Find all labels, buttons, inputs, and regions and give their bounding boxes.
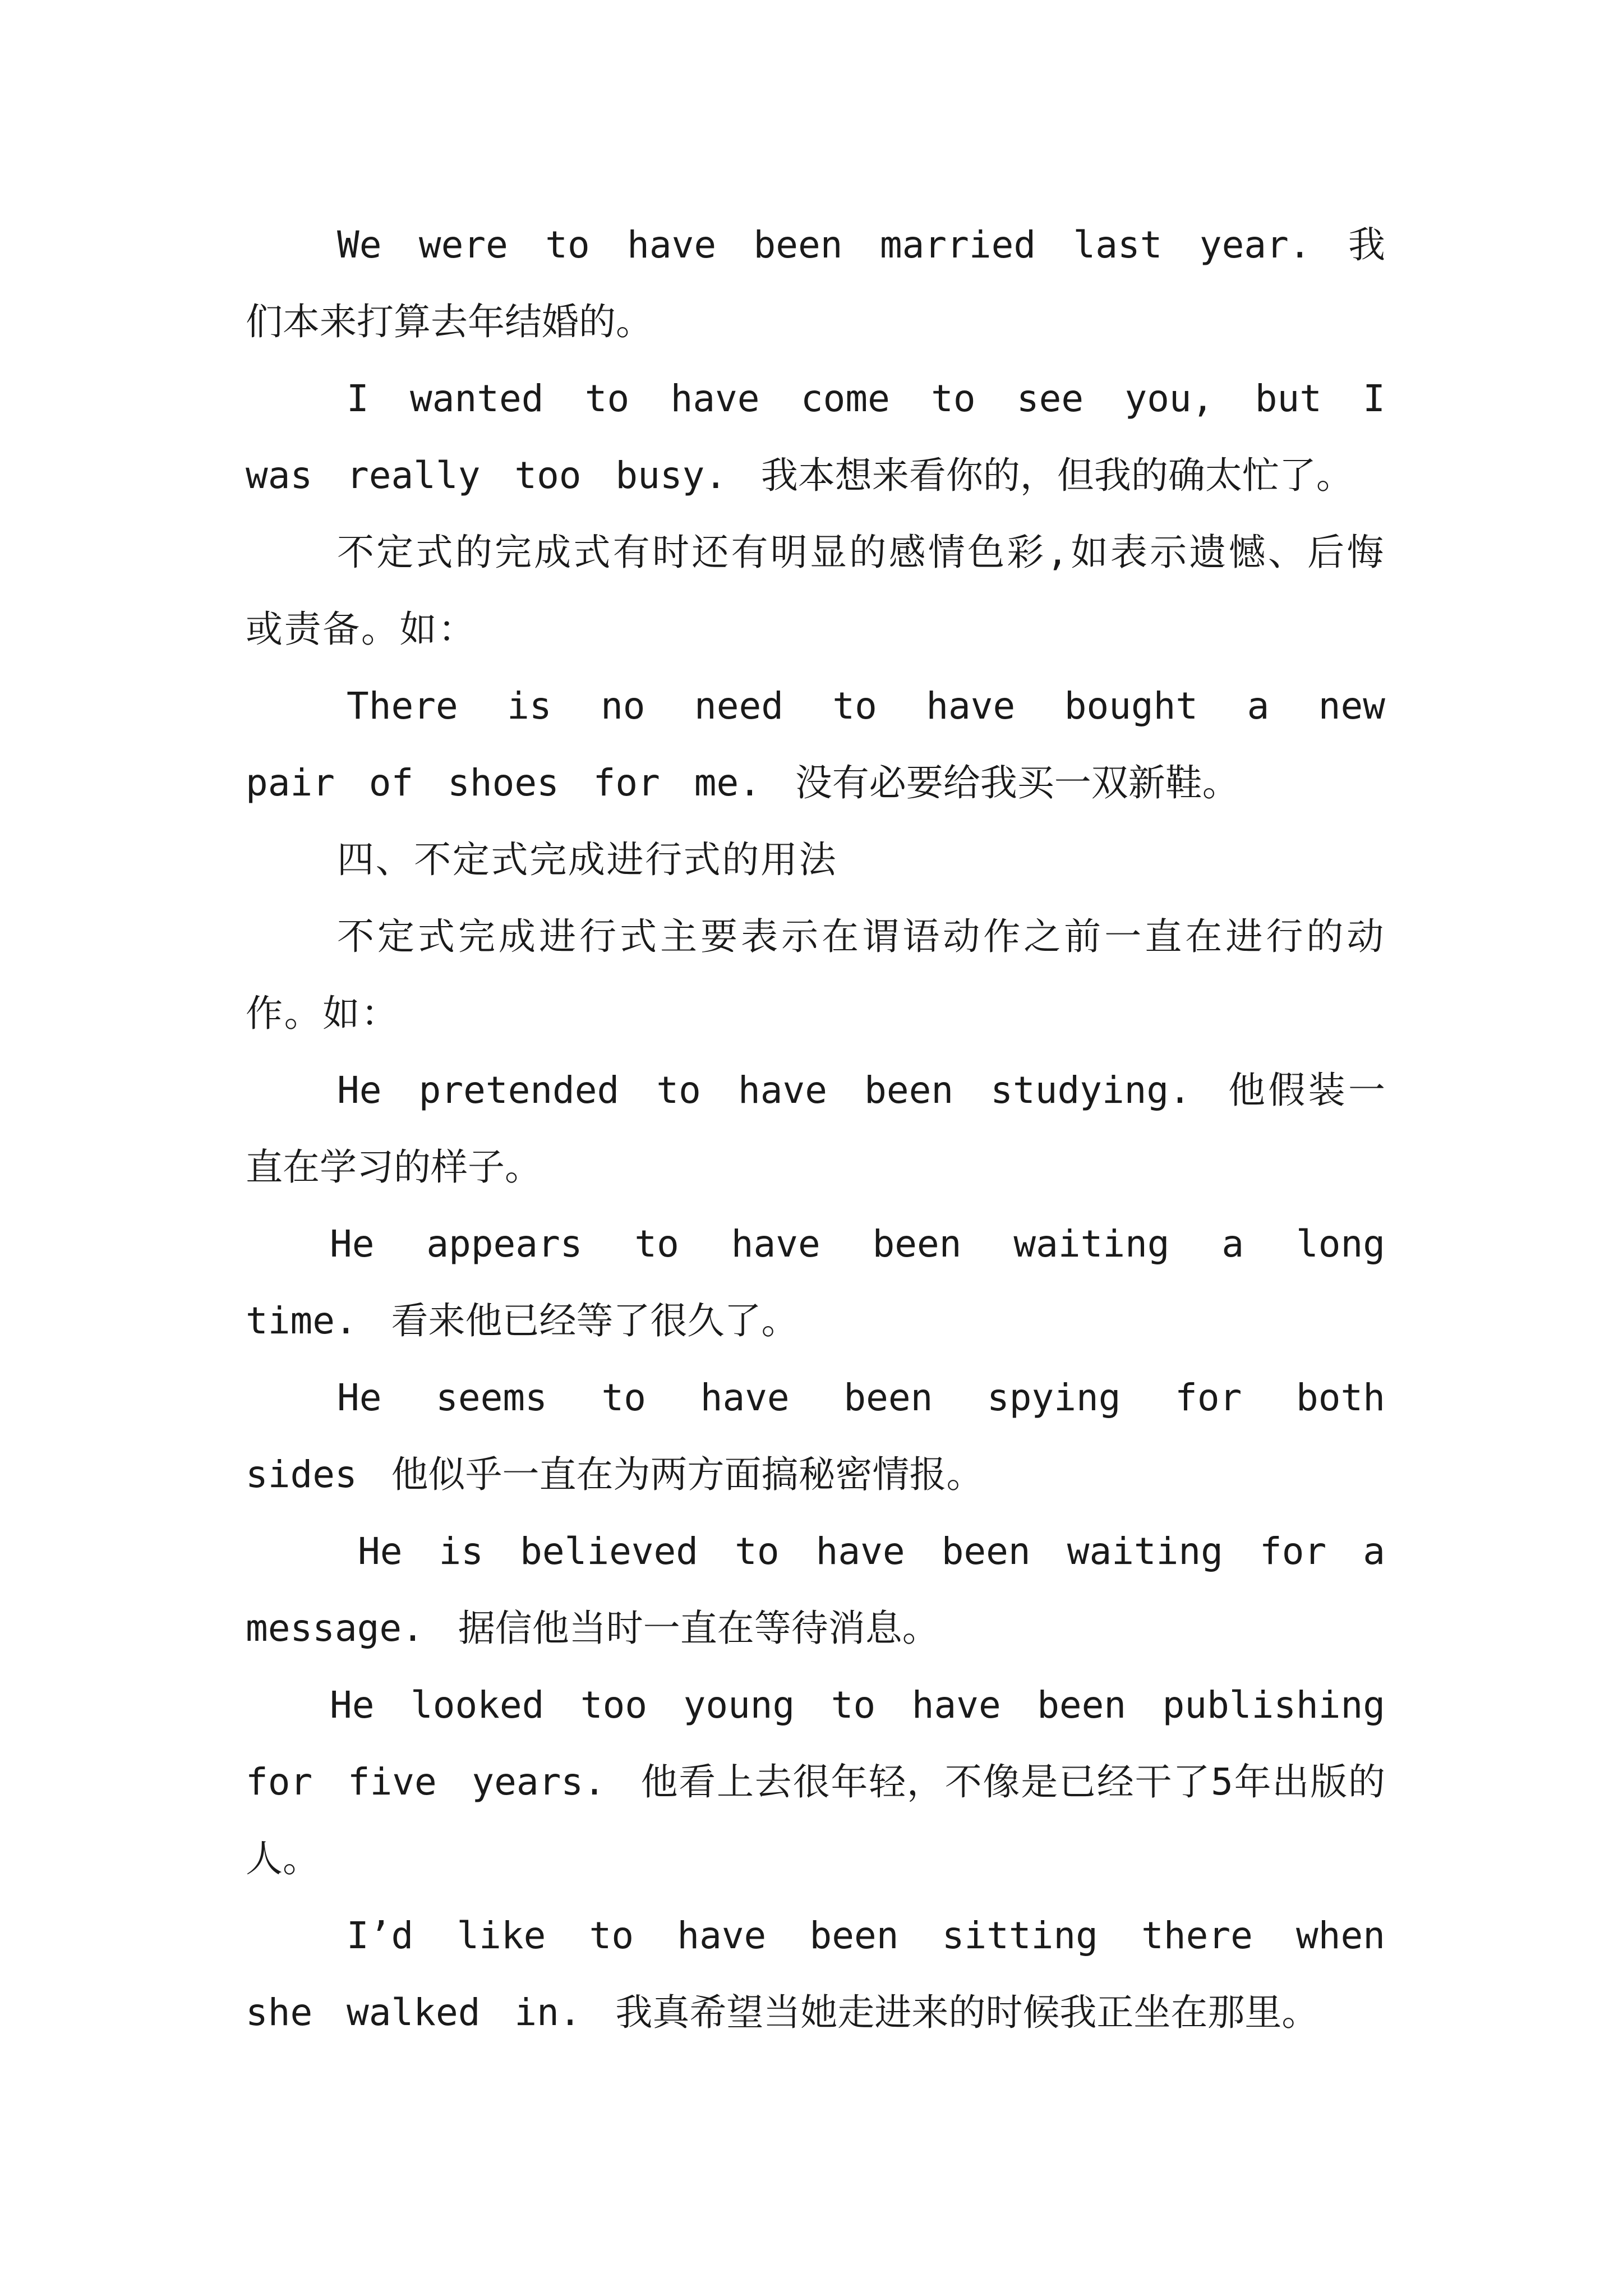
- paragraph-1: We were to have been married last year. 我们本来打算去年结婚的。: [246, 223, 1385, 343]
- section-heading: 四、不定式完成进行式的用法: [337, 838, 838, 881]
- document-body: [246, 206, 1385, 2051]
- example-2: He appears to have been waiting a long time. 看来他已经等了很久了。: [246, 1222, 1385, 1342]
- paragraph-5: 不定式完成进行式主要表示在谓语动作之前一直在进行的动作。如：: [246, 915, 1385, 1035]
- example-3: He seems to have been spying for both sides 他似乎一直在为两方面搞秘密情报。: [246, 1376, 1385, 1496]
- example-6: I’d like to have been sitting there when she walked in. 我真希望当她走进来的时候我正坐在那里。: [246, 1914, 1385, 2034]
- paragraph-3: 不定式的完成式有时还有明显的感情色彩,如表示遗憾、后悔或责备。如：: [246, 531, 1385, 651]
- example-1: He pretended to have been studying. 他假装一直在学习的样子。: [246, 1069, 1385, 1189]
- paragraph-4: There is no need to have bought a new pair of shoes for me. 没有必要给我买一双新鞋。: [246, 684, 1385, 804]
- example-4: He is believed to have been waiting for a message. 据信他当时一直在等待消息。: [246, 1530, 1385, 1650]
- example-5: He looked too young to have been publishing for five years. 他看上去很年轻，不像是已经干了5年出版的人。: [246, 1683, 1385, 1880]
- paragraph-2: I wanted to have come to see you, but I was really too busy. 我本想来看你的，但我的确太忙了。: [246, 377, 1385, 497]
